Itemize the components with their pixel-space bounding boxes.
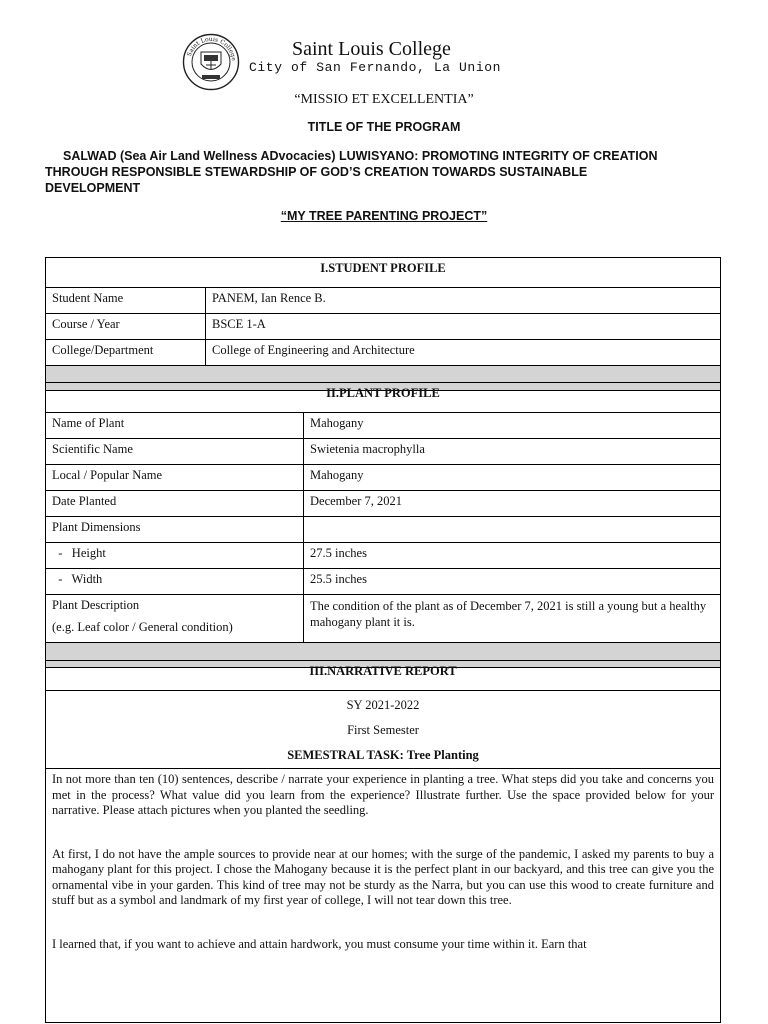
table-row	[46, 413, 721, 439]
college-seal-logo	[182, 33, 240, 91]
narrative-meta	[46, 691, 721, 769]
table-row	[46, 595, 721, 643]
course-year-label: Course / Year	[46, 314, 206, 340]
date-planted-value: December 7, 2021	[304, 491, 721, 517]
narrative-table	[45, 660, 721, 1023]
plant-description-cell	[46, 595, 304, 643]
plant-name-value: Mahogany	[304, 413, 721, 439]
table-row	[46, 491, 721, 517]
project-title: “MY TREE PARENTING PROJECT”	[280, 209, 488, 223]
table-row	[46, 288, 721, 314]
table-row	[46, 569, 721, 595]
semestral-task-label: SEMESTRAL TASK:	[287, 748, 404, 762]
plant-profile-table	[45, 382, 721, 668]
program-label: TITLE OF THE PROGRAM	[307, 120, 461, 134]
table-row	[46, 314, 721, 340]
plant-description-value: The condition of the plant as of December 7, 2021 is still a young but a healthy mahogany plant it is.	[304, 595, 721, 643]
student-name-value: PANEM, Ian Rence B.	[206, 288, 721, 314]
height-value: 27.5 inches	[304, 543, 721, 569]
date-planted-label: Date Planted	[46, 491, 304, 517]
svg-text:Saint Louis College: Saint Louis College	[185, 35, 238, 62]
plant-description-label: Plant Description	[52, 598, 140, 612]
width-label: - Width	[46, 569, 304, 595]
course-year-value: BSCE 1-A	[206, 314, 721, 340]
college-department-value: College of Engineering and Architecture	[206, 340, 721, 366]
college-city: City of San Fernando, La Union	[249, 60, 502, 75]
table-row	[46, 340, 721, 366]
plant-dimensions-label: Plant Dimensions	[46, 517, 304, 543]
college-department-label: College/Department	[46, 340, 206, 366]
semestral-task	[52, 743, 714, 768]
table-row	[46, 517, 721, 543]
table-row	[46, 439, 721, 465]
narrative-instructions: In not more than ten (10) sentences, describe / narrate your experience in planting a tree. What steps did you take and concerns you met in the process? What value did you learn from the experience? Illustrate further. Use the space provided below for your narrative. Please attach pictures when you planted the seedling.	[52, 772, 714, 817]
narrative-paragraph-2: I learned that, if you want to achieve and attain hardwork, you must consume your time within it. Earn that	[52, 936, 587, 951]
plant-dimensions-value	[304, 517, 721, 543]
semester: First Semester	[347, 723, 419, 737]
narrative-paragraph-1: At first, I do not have the ample sources to provide near at our homes; with the surge of the pandemic, I asked my parents to buy a mahogany plant for this project. I chose the Mahogany because it is the perfect plant in our backyard, and this tree can give you the ornamental vibe in your garden. This kind of tree may not be sturdy as the Narra, but you can use this wood to create furniture and stuff but as a symbol and landmark of my first year of college, I will not tear down this tree.	[52, 846, 714, 907]
program-title: SALWAD (Sea Air Land Wellness ADvocacies) LUWISYANO: PROMOTING INTEGRITY OF CREATION THROUGH RESPONSIBLE STEWARDSHIP OF GOD’S CREATION TOWARDS SUSTAINABLE DEVELOPMENT	[45, 149, 658, 195]
student-profile-heading: I.STUDENT PROFILE	[46, 258, 721, 288]
local-name-value: Mahogany	[304, 465, 721, 491]
local-name-label: Local / Popular Name	[46, 465, 304, 491]
school-year: SY 2021-2022	[346, 698, 420, 712]
width-value: 25.5 inches	[304, 569, 721, 595]
motto: “MISSIO ET EXCELLENTIA”	[294, 92, 474, 107]
narrative-body	[46, 769, 721, 1023]
college-name: Saint Louis College	[292, 38, 451, 60]
scientific-name-value: Swietenia macrophylla	[304, 439, 721, 465]
student-name-label: Student Name	[46, 288, 206, 314]
scientific-name-label: Scientific Name	[46, 439, 304, 465]
plant-name-label: Name of Plant	[46, 413, 304, 439]
semestral-task-value: Tree Planting	[403, 748, 479, 762]
table-row	[46, 543, 721, 569]
table-row	[46, 465, 721, 491]
student-profile-table	[45, 257, 721, 391]
plant-description-hint: (e.g. Leaf color / General condition)	[52, 620, 233, 634]
narrative-heading: III.NARRATIVE REPORT	[46, 661, 721, 691]
plant-profile-heading: II.PLANT PROFILE	[46, 383, 721, 413]
height-label: - Height	[46, 543, 304, 569]
